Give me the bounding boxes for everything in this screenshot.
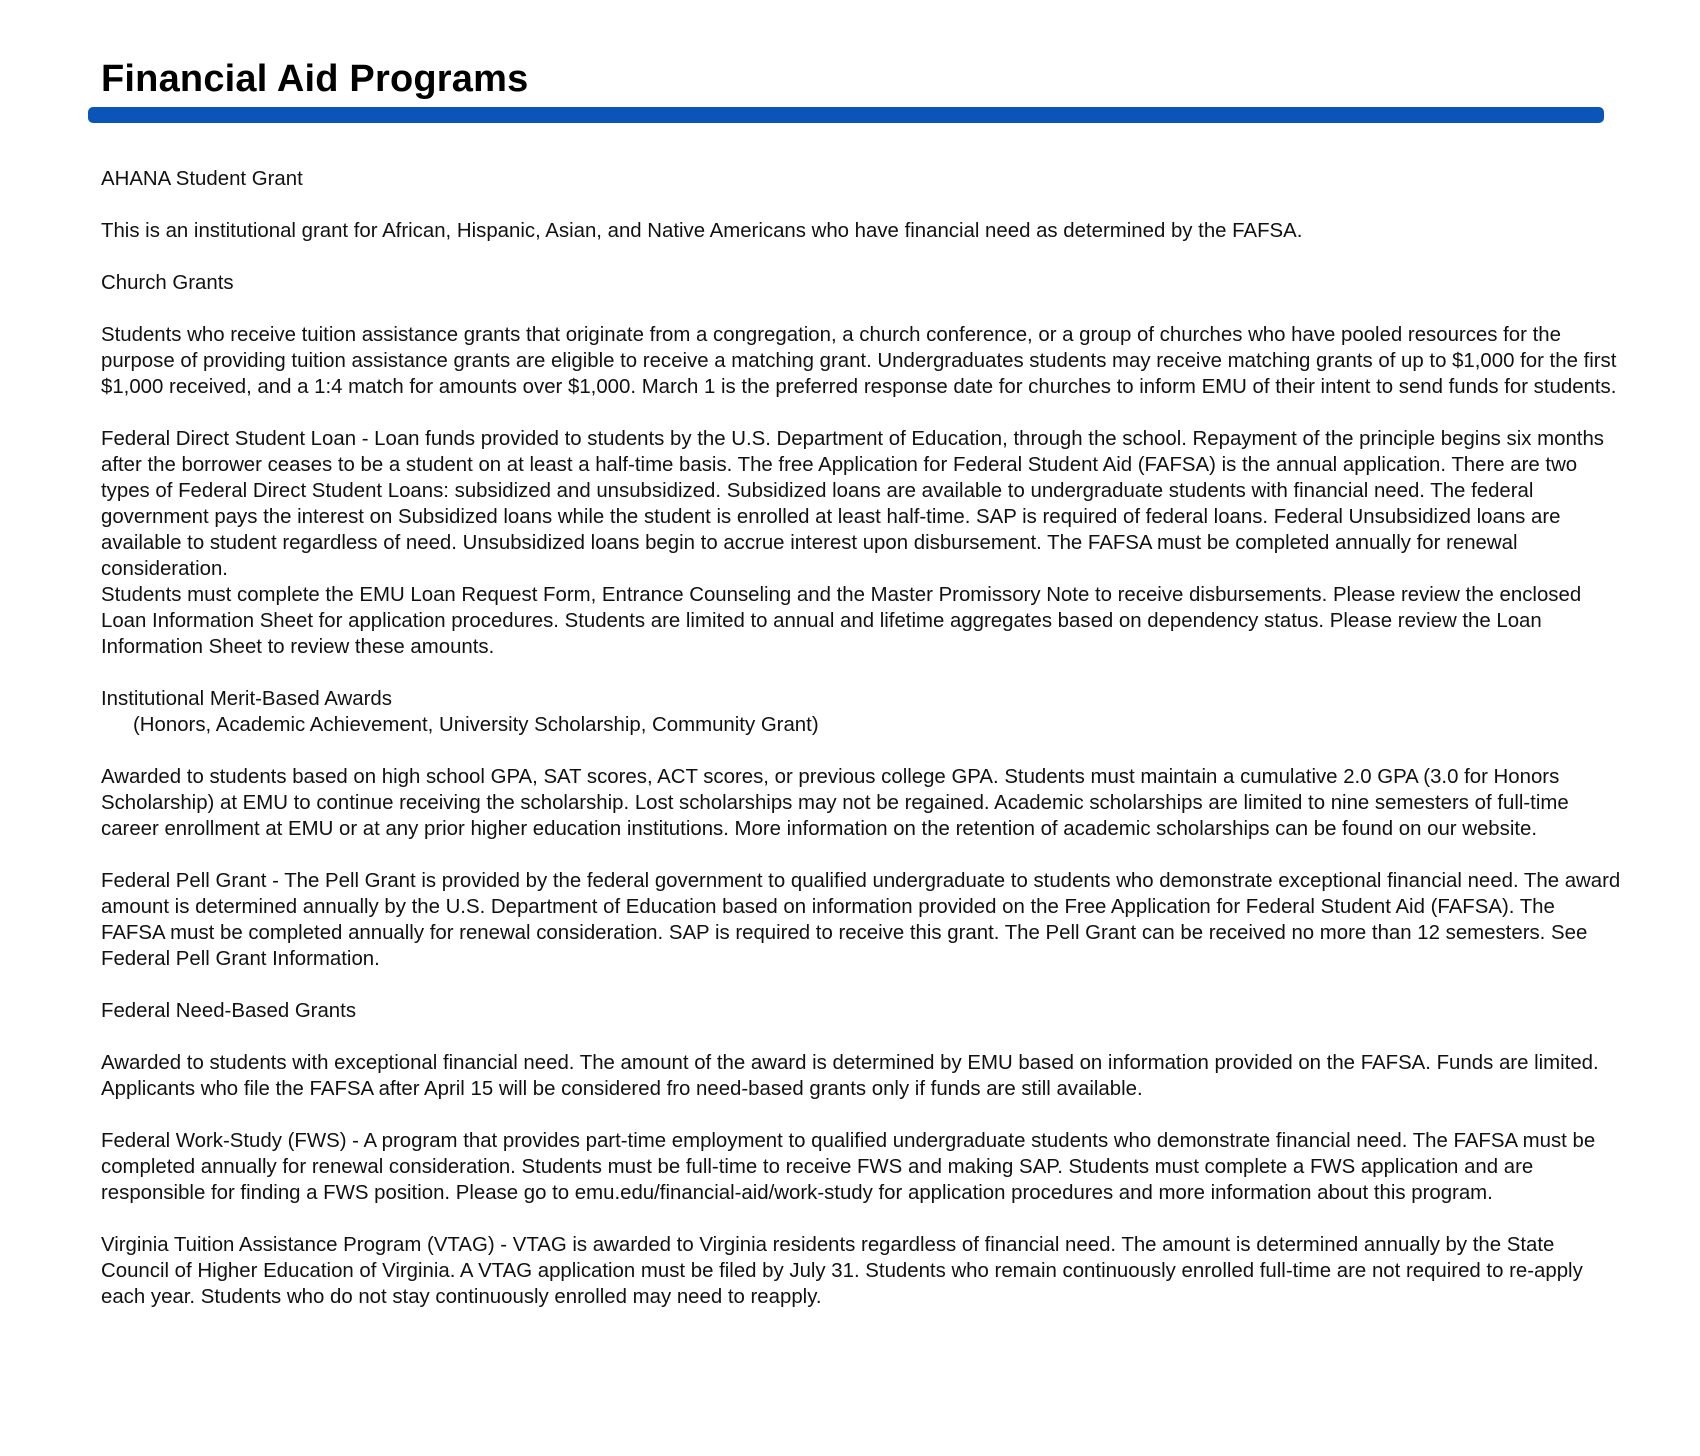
need-based-grants-description: Awarded to students with exceptional financial need. The amount of the award is determined by EMU based on information provided on the FAFSA. Funds are limited. Applicants who file the FAFSA after April 15 will be considered fro need-based grants only if funds are still available.	[101, 1052, 1599, 1100]
vtag-description: Virginia Tuition Assistance Program (VTAG) - VTAG is awarded to Virginia residents regardless of financial need. The amount is determined annually by the State Council of Higher Education of Virginia. A VTAG application must be filed by July 31. Students who remain continuously enrolled full-time are not required to re-apply each year. Students who do not stay continuously enrolled may need to reapply.	[101, 1234, 1583, 1308]
ahana-grant-description: This is an institutional grant for African, Hispanic, Asian, and Native Americans who have financial need as determined by the FAFSA.	[101, 220, 1303, 242]
need-based-grants-heading: Federal Need-Based Grants	[101, 1000, 357, 1022]
church-grants-heading: Church Grants	[101, 272, 234, 294]
direct-loan-requirements: Students must complete the EMU Loan Request Form, Entrance Counseling and the Master Promissory Note to receive disbursements. Please review the enclosed Loan Information Sheet for application procedures. Students are limited to annual and lifetime aggregates based on dependency status. Please review the Loan Information Sheet to review these amounts.	[101, 584, 1582, 658]
church-grants-description: Students who receive tuition assistance grants that originate from a congregation, a church conference, or a group of churches who have pooled resources for the purpose of providing tuition assistance grants are eligible to receive a matching grant. Undergraduates students may receive matching grants of up to $1,000 for the first $1,000 received, and a 1:4 match for amounts over $1,000. March 1 is the preferred response date for churches to inform EMU of their intent to send funds for students.	[101, 324, 1617, 398]
page-title: Financial Aid Programs	[101, 58, 529, 100]
title-rule-divider	[88, 107, 1604, 123]
work-study-description: Federal Work-Study (FWS) - A program that provides part-time employment to qualified undergraduate students who demonstrate financial need. The FAFSA must be completed annually for renewal consideration. Students must be full-time to receive FWS and making SAP. Students must complete a FWS application and are responsible for finding a FWS position. Please go to emu.edu/financial-aid/work-study for application procedures and more information about this program.	[101, 1130, 1596, 1204]
document-body	[101, 166, 1621, 1336]
merit-awards-subheading: (Honors, Academic Achievement, University Scholarship, Community Grant)	[133, 714, 819, 736]
pell-grant-description: Federal Pell Grant - The Pell Grant is provided by the federal government to qualified undergraduate to students who demonstrate exceptional financial need. The award amount is determined annually by the U.S. Department of Education based on information provided on the Free Application for Federal Student Aid (FAFSA). The FAFSA must be completed annually for renewal consideration. SAP is required to receive this grant. The Pell Grant can be received no more than 12 semesters. See Federal Pell Grant Information.	[101, 870, 1621, 970]
ahana-grant-heading: AHANA Student Grant	[101, 168, 303, 190]
merit-awards-heading: Institutional Merit-Based Awards	[101, 688, 392, 710]
merit-awards-description: Awarded to students based on high school GPA, SAT scores, ACT scores, or previous college GPA. Students must maintain a cumulative 2.0 GPA (3.0 for Honors Scholarship) at EMU to continue receiving the scholarship. Lost scholarships may not be regained. Academic scholarships are limited to nine semesters of full-time career enrollment at EMU or at any prior higher education institutions. More information on the retention of academic scholarships can be found on our website.	[101, 766, 1569, 840]
direct-loan-description: Federal Direct Student Loan - Loan funds provided to students by the U.S. Department of Education, through the school. Repayment of the principle begins six months after the borrower ceases to be a student on at least a half-time basis. The free Application for Federal Student Aid (FAFSA) is the annual application. There are two types of Federal Direct Student Loans: subsidized and unsubsidized. Subsidized loans are available to undergraduate students with financial need. The federal government pays the interest on Subsidized loans while the student is enrolled at least half-time. SAP is required of federal loans. Federal Unsubsidized loans are available to student regardless of need. Unsubsidized loans begin to accrue interest upon disbursement. The FAFSA must be completed annually for renewal consideration.	[101, 428, 1604, 580]
